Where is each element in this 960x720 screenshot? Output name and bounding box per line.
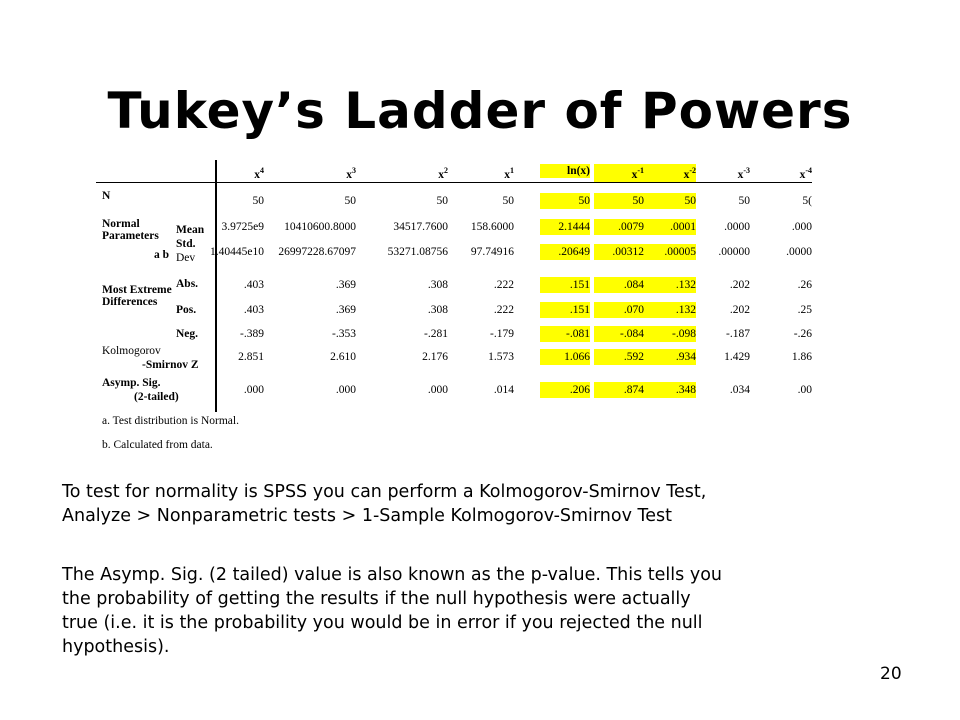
cell-z-x-2: .934 (644, 349, 696, 365)
ks-test-table (96, 160, 812, 460)
cell-abs-x-2: .132 (644, 277, 696, 293)
cell-std-x-2: .00005 (644, 244, 696, 260)
cell-pos-x-1: .070 (594, 302, 644, 318)
cell-sig-ln(x): .206 (540, 382, 590, 398)
row-label-mean: Mean (176, 224, 205, 236)
cell-std-x2: 53271.08756 (387, 246, 448, 258)
cell-neg-x4: -.389 (240, 328, 264, 340)
explanation-line-4: hypothesis). (62, 637, 170, 657)
cell-pos-x-3: .202 (729, 304, 750, 316)
row-label-dev: Dev (176, 252, 196, 264)
row-label-pos: Pos. (176, 304, 197, 316)
cell-pos-x1: .222 (493, 304, 514, 316)
cell-z-x4: 2.851 (238, 351, 264, 363)
cell-sig-x-4: .00 (797, 384, 812, 396)
slide-title: Tukey’s Ladder of Powers (107, 82, 853, 140)
cell-z-x-1: .592 (594, 349, 644, 365)
cell-pos-x-4: .25 (797, 304, 812, 316)
column-header-x1: $x^1$ (504, 166, 514, 181)
cell-mean-x-3: .0000 (724, 221, 750, 233)
cell-n-x-2: 50 (644, 193, 696, 209)
row-label-n: N (102, 190, 111, 202)
cell-sig-x2: .000 (427, 384, 448, 396)
column-header-x-2: $x^{-2}$ (644, 164, 696, 182)
cell-n-x4: 50 (252, 195, 264, 207)
explanation-paragraph (62, 563, 922, 659)
cell-sig-x3: .000 (335, 384, 356, 396)
cell-mean-x-4: .000 (791, 221, 812, 233)
cell-mean-ln(x): 2.1444 (540, 219, 590, 235)
cell-neg-x2: -.281 (424, 328, 448, 340)
row-label-smirnov-z: -Smirnov Z (142, 359, 199, 371)
cell-pos-ln(x): .151 (540, 302, 590, 318)
column-header-x-4: $x^{-4}$ (799, 166, 812, 181)
column-header-x3: $x^3$ (346, 166, 356, 181)
cell-z-x-3: 1.429 (724, 351, 750, 363)
cell-pos-x4: .403 (243, 304, 264, 316)
cell-neg-x1: -.179 (490, 328, 514, 340)
explanation-line-1: The Asymp. Sig. (2 tailed) value is also known as the p-value. This tells you (62, 565, 722, 585)
row-label-asymp-sig: Asymp. Sig. (102, 377, 161, 389)
explanation-line-2: the probability of getting the results if the null hypothesis were actually (62, 589, 691, 609)
instructions-paragraph (62, 480, 922, 528)
column-header-ln(x): ln(x) (540, 164, 590, 178)
cell-std-x-1: .00312 (594, 244, 644, 260)
cell-sig-x1: .014 (493, 384, 514, 396)
cell-std-x4: 1.40445e10 (210, 246, 264, 258)
cell-sig-x4: .000 (243, 384, 264, 396)
row-label-neg: Neg. (176, 328, 199, 340)
table-footnote-a: a. Test distribution is Normal. (102, 415, 239, 427)
cell-mean-x4: 3.9725e9 (221, 221, 264, 233)
instructions-line-1: To test for normality is SPSS you can perform a Kolmogorov-Smirnov Test, (62, 482, 707, 502)
cell-mean-x1: 158.6000 (470, 221, 514, 233)
explanation-line-3: true (i.e. it is the probability you would be in error if you rejected the null (62, 613, 703, 633)
cell-n-x3: 50 (344, 195, 356, 207)
cell-neg-x-1: -.084 (594, 326, 644, 342)
row-label-normal-params-note: a b (154, 249, 170, 261)
cell-n-x1: 50 (502, 195, 514, 207)
cell-z-ln(x): 1.066 (540, 349, 590, 365)
cell-abs-x-1: .084 (594, 277, 644, 293)
cell-mean-x3: 10410600.8000 (284, 221, 356, 233)
cell-n-x-3: 50 (738, 195, 750, 207)
cell-sig-x-2: .348 (644, 382, 696, 398)
cell-n-ln(x): 50 (540, 193, 590, 209)
column-header-x2: $x^2$ (438, 166, 448, 181)
cell-n-x2: 50 (436, 195, 448, 207)
cell-pos-x2: .308 (427, 304, 448, 316)
cell-abs-x4: .403 (243, 279, 264, 291)
cell-sig-x-1: .874 (594, 382, 644, 398)
row-label-std: Std. (176, 238, 196, 250)
cell-abs-x3: .369 (335, 279, 356, 291)
row-label-most-extreme: Most Extreme Differences (102, 284, 172, 308)
cell-z-x1: 1.573 (488, 351, 514, 363)
cell-neg-x3: -.353 (332, 328, 356, 340)
cell-z-x3: 2.610 (330, 351, 356, 363)
cell-std-x-4: .0000 (786, 246, 812, 258)
cell-abs-x-3: .202 (729, 279, 750, 291)
cell-abs-x2: .308 (427, 279, 448, 291)
row-label-kolmogorov: Kolmogorov (102, 345, 161, 357)
row-label-normal-params: Normal Parameters (102, 218, 159, 242)
row-label-abs: Abs. (176, 278, 199, 290)
column-header-x4: $x^4$ (254, 166, 264, 181)
row-label-two-tailed: (2-tailed) (134, 391, 179, 403)
column-header-x-1: $x^{-1}$ (594, 164, 644, 182)
cell-mean-x-2: .0001 (644, 219, 696, 235)
cell-pos-x-2: .132 (644, 302, 696, 318)
cell-abs-ln(x): .151 (540, 277, 590, 293)
cell-abs-x-4: .26 (797, 279, 812, 291)
cell-std-x1: 97.74916 (470, 246, 514, 258)
page-number: 20 (880, 664, 902, 684)
cell-n-x-1: 50 (594, 193, 644, 209)
column-header-x-3: $x^{-3}$ (737, 166, 750, 181)
cell-pos-x3: .369 (335, 304, 356, 316)
cell-neg-x-3: -.187 (726, 328, 750, 340)
instructions-line-2: Analyze > Nonparametric tests > 1-Sample Kolmogorov-Smirnov Test (62, 506, 672, 526)
cell-std-ln(x): .20649 (540, 244, 590, 260)
table-footnote-b: b. Calculated from data. (102, 439, 213, 451)
cell-sig-x-3: .034 (729, 384, 750, 396)
cell-neg-x-4: -.26 (793, 328, 812, 340)
cell-abs-x1: .222 (493, 279, 514, 291)
cell-mean-x2: 34517.7600 (393, 221, 448, 233)
cell-std-x-3: .00000 (718, 246, 750, 258)
cell-neg-ln(x): -.081 (540, 326, 590, 342)
cell-mean-x-1: .0079 (594, 219, 644, 235)
cell-z-x-4: 1.86 (791, 351, 812, 363)
cell-z-x2: 2.176 (422, 351, 448, 363)
cell-n-x-4: 5( (802, 195, 812, 207)
table-header-rule (96, 182, 812, 183)
cell-neg-x-2: -.098 (644, 326, 696, 342)
cell-std-x3: 26997228.67097 (278, 246, 356, 258)
